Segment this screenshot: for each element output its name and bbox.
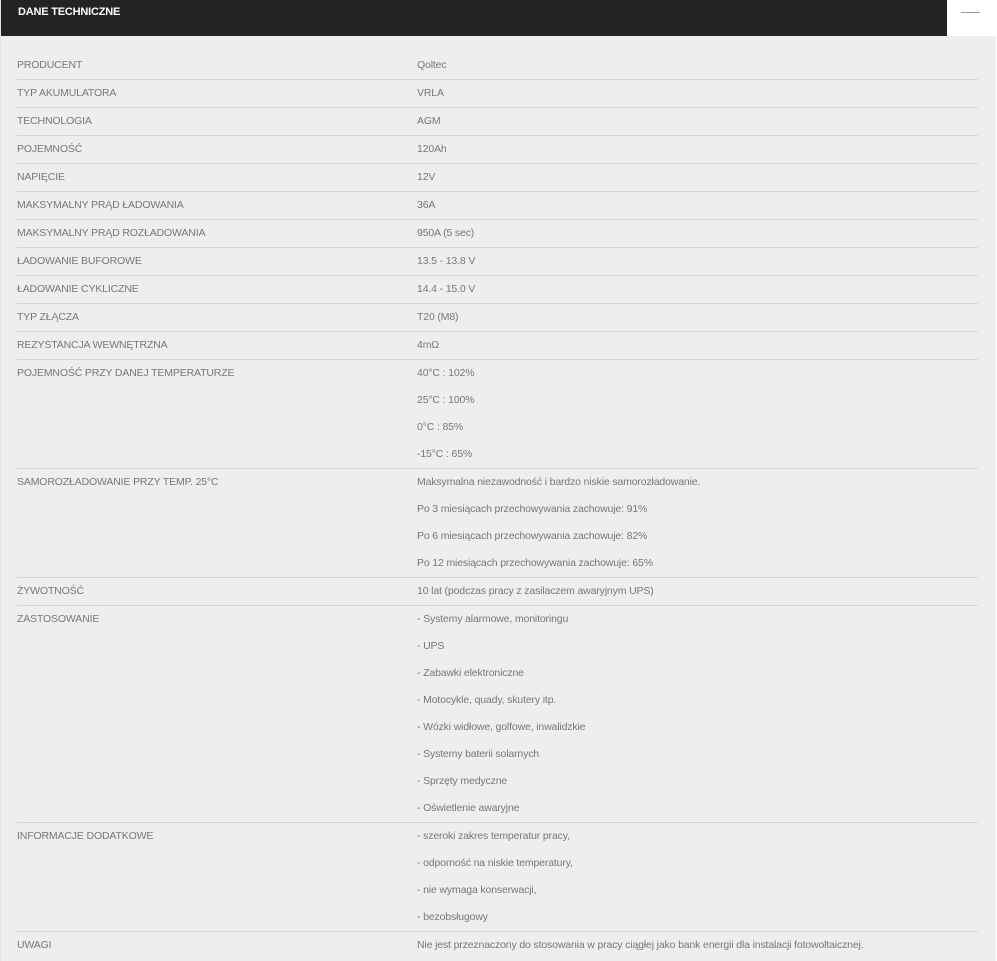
spec-value: - bezobsługowy [417, 911, 488, 923]
spec-value: T20 (M8) [417, 311, 459, 323]
minus-icon [961, 12, 980, 13]
spec-value: AGM [417, 115, 441, 127]
spec-label: TECHNOLOGIA [17, 115, 92, 127]
spec-label: PRODUCENT [17, 59, 83, 71]
spec-value: - Wózki widłowe, golfowe, inwalidzkie [417, 721, 586, 733]
spec-row [17, 52, 978, 80]
spec-value: 4mΩ [417, 339, 439, 351]
spec-value: 10 lat (podczas pracy z zasilaczem awaryjnym UPS) [417, 585, 654, 597]
spec-value: Po 6 miesiącach przechowywania zachowuje: 82% [417, 530, 648, 542]
spec-value: 25°C : 100% [417, 394, 475, 406]
spec-label: INFORMACJE DODATKOWE [17, 830, 154, 842]
spec-label: SAMOROZŁADOWANIE PRZY TEMP. 25°C [17, 476, 219, 488]
spec-label: ŁADOWANIE CYKLICZNE [17, 283, 139, 295]
spec-value: 40°C : 102% [417, 367, 475, 379]
spec-row [17, 606, 978, 823]
spec-row [17, 578, 978, 606]
spec-value: Maksymalna niezawodność i bardzo niskie samorozładowanie. [417, 476, 701, 488]
spec-row [17, 332, 978, 360]
spec-row [17, 360, 978, 469]
spec-values [417, 86, 978, 101]
spec-label: TYP AKUMULATORA [17, 87, 117, 99]
spec-values [417, 584, 978, 599]
spec-row [17, 932, 978, 959]
spec-values [417, 170, 978, 185]
spec-label: ŻYWOTNOŚĆ [17, 585, 84, 597]
spec-value: 120Ah [417, 143, 447, 155]
spec-value: - UPS [417, 640, 445, 652]
spec-table [17, 52, 978, 959]
spec-value: - Motocykle, quady, skutery itp. [417, 694, 557, 706]
spec-values [417, 58, 978, 73]
spec-value: - szeroki zakres temperatur pracy, [417, 830, 570, 842]
spec-value: 0°C : 85% [417, 421, 464, 433]
spec-value: - Systemy baterii solarnych [417, 748, 539, 760]
spec-row [17, 248, 978, 276]
spec-label: UWAGI [17, 939, 52, 951]
spec-label: POJEMNOŚĆ [17, 143, 83, 155]
spec-value: 36A [417, 199, 436, 211]
spec-values [417, 282, 978, 297]
collapse-toggle-button[interactable] [947, 0, 996, 36]
spec-value: 12V [417, 171, 436, 183]
spec-row [17, 164, 978, 192]
spec-value: - Systemy alarmowe, monitoringu [417, 613, 569, 625]
spec-label: ZASTOSOWANIE [17, 613, 100, 625]
spec-values [417, 475, 978, 571]
spec-value: VRLA [417, 87, 444, 99]
spec-label: REZYSTANCJA WEWNĘTRZNA [17, 339, 168, 351]
spec-row [17, 192, 978, 220]
spec-value: Po 12 miesiącach przechowywania zachowuje: 65% [417, 557, 653, 569]
spec-value: 13.5 - 13.8 V [417, 255, 476, 267]
spec-row [17, 304, 978, 332]
spec-value: 14.4 - 15.0 V [417, 283, 476, 295]
spec-row [17, 108, 978, 136]
spec-values [417, 254, 978, 269]
spec-row [17, 80, 978, 108]
spec-values [417, 310, 978, 325]
spec-label: MAKSYMALNY PRĄD ROZŁADOWANIA [17, 227, 206, 239]
spec-value: - odporność na niskie temperatury, [417, 857, 573, 869]
spec-label: POJEMNOŚĆ PRZY DANEJ TEMPERATURZE [17, 367, 235, 379]
spec-row [17, 469, 978, 578]
spec-row [17, 276, 978, 304]
spec-values [417, 226, 978, 241]
spec-label: NAPIĘCIE [17, 171, 65, 183]
spec-row [17, 136, 978, 164]
spec-value: Qoltec [417, 59, 447, 71]
spec-label: TYP ZŁĄCZA [17, 311, 79, 323]
spec-value: Po 3 miesiącach przechowywania zachowuje: 91% [417, 503, 648, 515]
spec-value: - nie wymaga konserwacji, [417, 884, 537, 896]
spec-label: MAKSYMALNY PRĄD ŁADOWANIA [17, 199, 184, 211]
spec-values [417, 612, 978, 816]
panel-title: DANE TECHNICZNE [18, 6, 121, 18]
spec-value: - Oświetlenie awaryjne [417, 802, 520, 814]
spec-value: -15°C : 65% [417, 448, 473, 460]
spec-value: Nie jest przeznaczony do stosowania w pracy ciągłej jako bank energii dla instalacji fotowoltaicznej. [417, 939, 864, 951]
panel-header[interactable] [1, 0, 947, 36]
spec-values [417, 829, 978, 925]
spec-values [417, 142, 978, 157]
spec-value: - Zabawki elektroniczne [417, 667, 524, 679]
spec-value: 950A (5 sec) [417, 227, 475, 239]
spec-values [417, 338, 978, 353]
spec-label: ŁADOWANIE BUFOROWE [17, 255, 142, 267]
spec-row [17, 220, 978, 248]
spec-value: - Sprzęty medyczne [417, 775, 508, 787]
spec-row [17, 823, 978, 932]
spec-values [417, 938, 978, 953]
spec-values [417, 366, 978, 462]
spec-values [417, 198, 978, 213]
spec-values [417, 114, 978, 129]
